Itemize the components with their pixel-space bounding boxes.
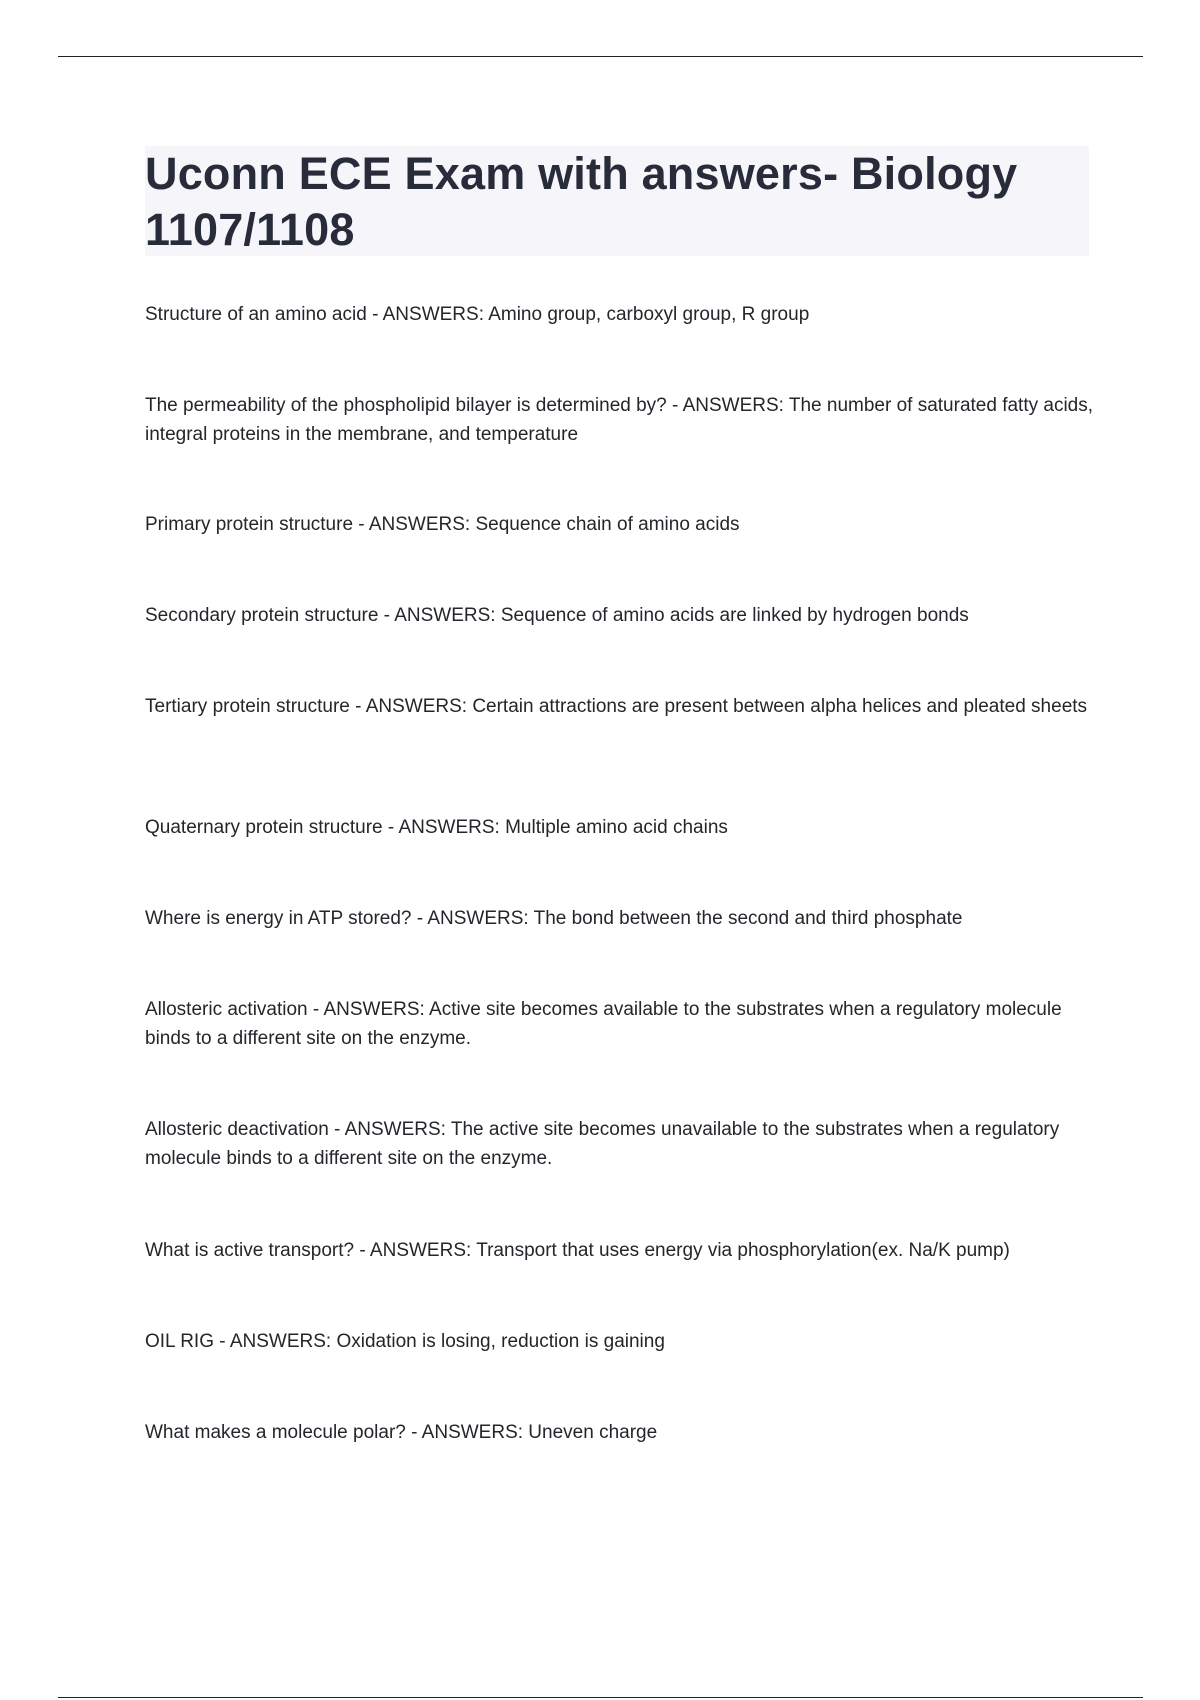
qa-item: Allosteric activation - ANSWERS: Active site becomes available to the substrates when a regulatory molecule binds to a different site on the enzyme. <box>145 999 1062 1049</box>
qa-item: Primary protein structure - ANSWERS: Sequence chain of amino acids <box>145 514 740 535</box>
qa-item: Structure of an amino acid - ANSWERS: Amino group, carboxyl group, R group <box>145 304 810 325</box>
qa-item: Tertiary protein structure - ANSWERS: Certain attractions are present between alpha helices and pleated sheets <box>145 696 1088 717</box>
qa-item: Quaternary protein structure - ANSWERS: Multiple amino acid chains <box>145 817 728 838</box>
qa-item: Secondary protein structure - ANSWERS: Sequence of amino acids are linked by hydrogen bonds <box>145 605 969 626</box>
qa-item: Where is energy in ATP stored? - ANSWERS: The bond between the second and third phosphate <box>145 908 963 929</box>
qa-item: OIL RIG - ANSWERS: Oxidation is losing, reduction is gaining <box>145 1331 665 1352</box>
top-rule <box>58 56 1143 57</box>
qa-item: Allosteric deactivation - ANSWERS: The active site becomes unavailable to the substrates when a regulatory molecule binds to a different site on the enzyme. <box>145 1119 1060 1169</box>
document-title: Uconn ECE Exam with answers- Biology 1107/1108 <box>145 148 1018 255</box>
qa-item: What is active transport? - ANSWERS: Transport that uses energy via phosphorylation(ex. Na/K pump) <box>145 1240 1010 1261</box>
qa-item: What makes a molecule polar? - ANSWERS: Uneven charge <box>145 1422 658 1443</box>
title-block <box>145 146 1089 256</box>
qa-item: The permeability of the phospholipid bilayer is determined by? - ANSWERS: The number of saturated fatty acids, integral proteins in the membrane, and temperature <box>145 395 1094 445</box>
bottom-rule <box>58 1697 1143 1698</box>
